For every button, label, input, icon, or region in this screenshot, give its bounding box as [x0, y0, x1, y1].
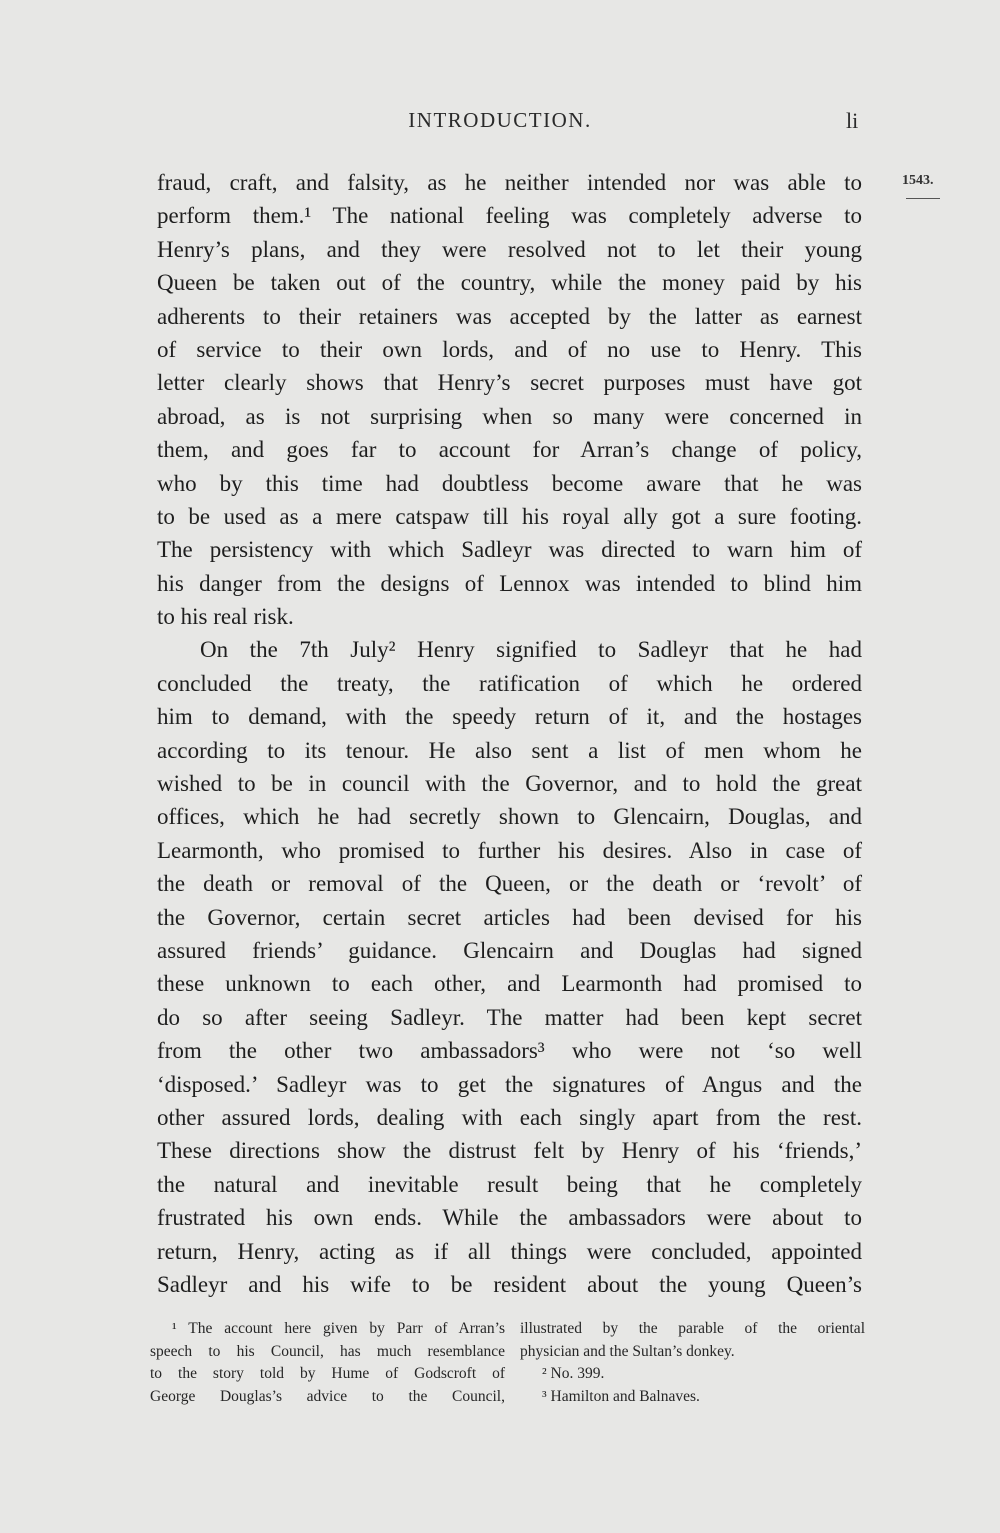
text-line: Queen be taken out of the country, while the money paid by his: [157, 270, 862, 296]
text-line: The persistency with which Sadleyr was directed to warn him of: [157, 537, 862, 563]
margin-year-note: 1543.: [902, 173, 934, 188]
text-line: offices, which he had secretly shown to Glencairn, Douglas, and: [157, 804, 862, 830]
text-line: wished to be in council with the Governor, and to hold the great: [157, 771, 862, 797]
text-line: ‘disposed.’ Sadleyr was to get the signatures of Angus and the: [157, 1071, 862, 1097]
text-line: him to demand, with the speedy return of it, and the hostages: [157, 704, 862, 730]
page-number: li: [846, 108, 859, 133]
running-title: INTRODUCTION.: [408, 108, 592, 132]
footnotes: [150, 1318, 865, 1408]
footnote-line: illustrated by the parable of the oriental: [520, 1320, 865, 1337]
text-line: them, and goes far to account for Arran’s change of policy,: [157, 437, 862, 463]
footnote-line: ³ Hamilton and Balnaves.: [542, 1387, 700, 1405]
text-line: These directions show the distrust felt by Henry of his ‘friends,’: [157, 1138, 862, 1164]
text-line: his danger from the designs of Lennox was intended to blind him: [157, 570, 862, 596]
text-line: to his real risk.: [157, 604, 294, 630]
text-line: assured friends’ guidance. Glencairn and Douglas had signed: [157, 937, 862, 963]
body-text: [157, 166, 862, 1301]
footnote-line: to the story told by Hume of Godscroft of: [150, 1365, 505, 1383]
text-line: adherents to their retainers was accepted by the latter as earnest: [157, 303, 862, 329]
text-line: these unknown to each other, and Learmonth had promised to: [157, 971, 862, 997]
text-line: concluded the treaty, the ratification of which he ordered: [157, 670, 862, 696]
text-line: frustrated his own ends. While the ambassadors were about to: [157, 1205, 862, 1231]
text-line: abroad, as is not surprising when so many were concerned in: [157, 403, 862, 429]
text-line: Sadleyr and his wife to be resident about the young Queen’s: [157, 1271, 862, 1297]
text-line: the death or removal of the Queen, or the death or ‘revolt’ of: [157, 871, 862, 897]
text-line: other assured lords, dealing with each singly apart from the rest.: [157, 1104, 862, 1130]
text-line: who by this time had doubtless become aware that he was: [157, 470, 862, 496]
footnote-line: speech to his Council, has much resemblance: [150, 1342, 505, 1360]
text-line: On the 7th July² Henry signified to Sadleyr that he had: [200, 637, 862, 663]
text-line: perform them.¹ The national feeling was completely adverse to: [157, 203, 862, 229]
footnotes-right-column: [520, 1318, 865, 1408]
text-line: the natural and inevitable result being that he completely: [157, 1171, 862, 1197]
text-line: letter clearly shows that Henry’s secret purposes must have got: [157, 370, 862, 396]
text-line: from the other two ambassadors³ who were not ‘so well: [157, 1038, 862, 1064]
margin-rule: [906, 198, 940, 199]
text-line: to be used as a mere catspaw till his royal ally got a sure footing.: [157, 503, 862, 529]
footnote-line: ¹ The account here given by Parr of Arran’s: [172, 1320, 505, 1337]
text-line: of service to their own lords, and of no use to Henry. This: [157, 336, 862, 362]
text-line: the Governor, certain secret articles had been devised for his: [157, 904, 862, 930]
footnote-line: physician and the Sultan’s donkey.: [520, 1342, 735, 1360]
text-line: do so after seeing Sadleyr. The matter had been kept secret: [157, 1004, 862, 1030]
text-line: return, Henry, acting as if all things were concluded, appointed: [157, 1238, 862, 1264]
text-line: Learmonth, who promised to further his desires. Also in case of: [157, 837, 862, 863]
footnotes-left-column: [150, 1318, 505, 1408]
text-line: Henry’s plans, and they were resolved not to let their young: [157, 236, 862, 262]
text-line: fraud, craft, and falsity, as he neither intended nor was able to: [157, 170, 862, 195]
footnote-line: George Douglas’s advice to the Council,: [150, 1387, 505, 1405]
footnote-line: ² No. 399.: [542, 1365, 605, 1383]
text-line: according to its tenour. He also sent a list of men whom he: [157, 737, 862, 763]
